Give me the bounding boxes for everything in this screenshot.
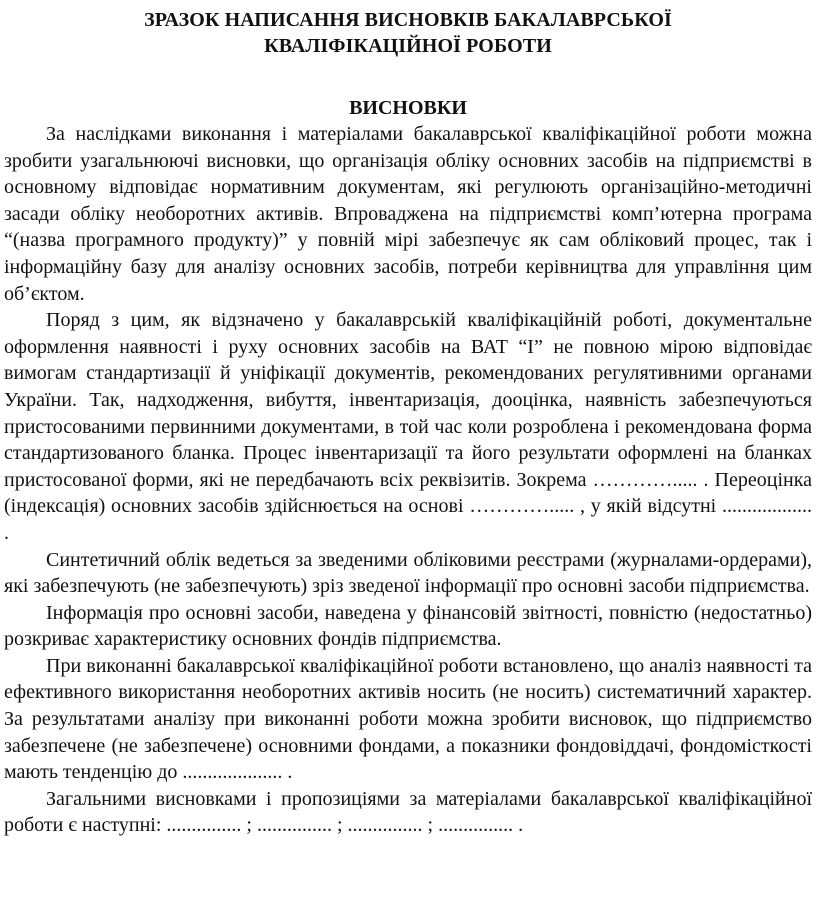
- section-heading-conclusions: ВИСНОВКИ: [349, 97, 467, 119]
- paragraph: Інформація про основні засоби, наведена у фінансовій звітності, повністю (недостатньо) розкриває характеристику основних фондів підприємства.: [4, 601, 812, 651]
- paragraph: Загальними висновками і пропозиціями за матеріалами бакалаврської кваліфікаційної роботи є наступні: ............... ; ............... ; ............... ; ............... .: [4, 787, 812, 837]
- paragraph: За наслідками виконання і матеріалами бакалаврської кваліфікаційної роботи можна зробити узагальнюючі висновки, що організація обліку основних засобів на підприємстві в основному відповідає нормативним документам, які регулюють організаційно-методичні засади обліку необоротних активів. Впроваджена на підприємстві комп’ютерна програма “(назва програмного продукту)” у повній мірі забезпечує як сам обліковий процес, так і інформаційну базу для аналізу основних засобів, потреби керівництва для управління цим об’єктом.: [4, 123, 812, 305]
- paragraph: Поряд з цим, як відзначено у бакалаврській кваліфікаційній роботі, документальне оформлення наявності і руху основних засобів на ВАТ “І” не повною мірою відповідає вимогам стандартизації й уніфікації документів, рекомендованих регулятивними органами України. Так, надходження, вибуття, інвентаризація, дооцінка, наявність забезпечуються пристосованими первинними документами, в той час коли розроблена і рекомендована форма стандартизованого бланка. Процес інвентаризації та його результати оформлені на бланках пристосованої форми, які не передбачають всіх реквізитів. Зокрема …………..... . Переоцінка (індексація) основних засобів здійснюється на основі …………..... , у якій відсутні .................. .: [4, 309, 812, 544]
- document-title-line-2: КВАЛІФІКАЦІЙНОЇ РОБОТИ: [264, 35, 552, 57]
- paragraph: При виконанні бакалаврської кваліфікаційної роботи встановлено, що аналіз наявності та ефективного використання необоротних активів носить (не носить) систематичний характер. За результатами аналізу при виконанні роботи можна зробити висновок, що підприємство забезпечене (не забезпечене) основними фондами, а показники фондовіддачі, фондомісткості мають тенденцію до .................... .: [4, 654, 812, 784]
- document-title: [4, 0, 812, 59]
- document-title-line-1: ЗРАЗОК НАПИСАННЯ ВИСНОВКІВ БАКАЛАВРСЬКОЇ: [144, 9, 672, 31]
- paragraph: Синтетичний облік ведеться за зведеними обліковими реєстрами (журналами-ордерами), які забезпечують (не забезпечують) зріз зведеної інформації про основні засоби підприємства.: [4, 548, 812, 598]
- document-body: [4, 121, 812, 839]
